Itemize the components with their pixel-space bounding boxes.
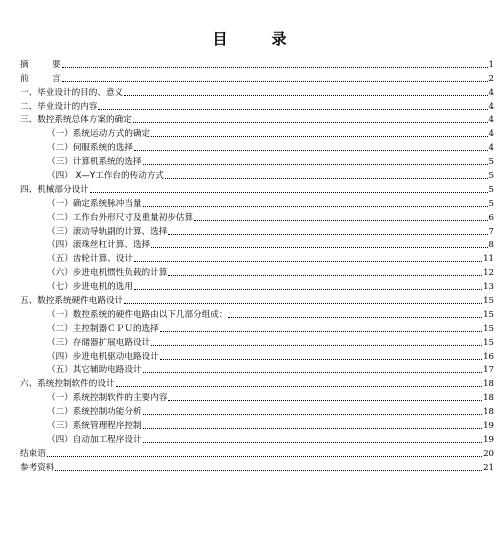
toc-entry-page-number: 2 — [488, 73, 494, 84]
toc-entry[interactable] — [20, 195, 494, 209]
dot-leader — [165, 178, 488, 179]
toc-entry-label: （四）步进电机驱动电路设计 — [47, 351, 159, 362]
toc-entry[interactable] — [20, 334, 494, 348]
dot-leader — [143, 442, 483, 443]
toc-entry-page-number: 5 — [488, 171, 494, 182]
toc-entry[interactable] — [20, 445, 494, 459]
toc-entry[interactable] — [20, 250, 494, 264]
toc-entry-page-number: 6 — [488, 212, 494, 223]
toc-entry[interactable] — [20, 348, 494, 362]
toc-entry[interactable] — [20, 375, 494, 389]
dot-leader — [168, 275, 482, 276]
toc-entry-label: （四） X—Y工作台的传动方式 — [47, 171, 164, 182]
toc-entry[interactable] — [20, 181, 494, 195]
toc-entry[interactable] — [20, 209, 494, 223]
toc-entry-page-number: 13 — [483, 282, 494, 293]
toc-entry-page-number: 15 — [483, 337, 494, 348]
toc-entry-page-number: 15 — [483, 296, 494, 307]
toc-entry-label-part: 言 — [52, 73, 61, 84]
dot-leader — [98, 109, 487, 110]
toc-entry[interactable] — [20, 362, 494, 376]
toc-entry-page-number: 17 — [483, 365, 494, 376]
dot-leader — [168, 234, 487, 235]
toc-entry-label: （七）步进电机的选用 — [47, 282, 133, 293]
toc-entry[interactable] — [20, 417, 494, 431]
dot-leader — [47, 456, 482, 457]
toc-entry-label: （五）齿轮计算、设计 — [47, 254, 133, 265]
toc-entry-page-number: 8 — [488, 240, 494, 251]
toc-entry[interactable] — [20, 306, 494, 320]
toc-entry-label: 参考资料 — [20, 462, 55, 473]
dot-leader — [160, 331, 482, 332]
toc-entry[interactable] — [20, 320, 494, 334]
toc-entry[interactable] — [20, 84, 494, 98]
toc-entry[interactable] — [20, 139, 494, 153]
toc-entry-label: （一）数控系统的硬件电路由以下几部分组成： — [47, 309, 228, 320]
title-char-2: 录 — [271, 30, 287, 48]
dot-leader — [160, 359, 482, 360]
toc-entry-page-number: 5 — [488, 184, 494, 195]
toc-entry-page-number: 12 — [483, 268, 494, 279]
toc-entry-label-part: 前 — [20, 73, 29, 84]
toc-entry-page-number: 19 — [483, 434, 494, 445]
toc-entry-page-number: 18 — [483, 407, 494, 418]
toc-entry-label: 一、毕业设计的目的、意义 — [20, 87, 124, 98]
toc-entry-label: 二、毕业设计的内容 — [20, 101, 98, 112]
toc-entry-label: 六、系统控制软件的设计 — [20, 379, 115, 390]
toc-entry[interactable] — [20, 459, 494, 473]
toc-entry-page-number: 16 — [483, 351, 494, 362]
toc-entry[interactable] — [20, 167, 494, 181]
toc-entry-page-number: 4 — [488, 129, 494, 140]
dot-leader — [124, 95, 487, 96]
dot-leader — [124, 303, 482, 304]
dot-leader — [62, 81, 488, 82]
dot-leader — [143, 414, 483, 415]
toc-entry-page-number: 7 — [488, 226, 494, 237]
toc-entry-label: （一）系统控制软件的主要内容 — [47, 393, 168, 404]
toc-entry-page-number: 18 — [483, 393, 494, 404]
toc-entry[interactable] — [20, 223, 494, 237]
dot-leader — [194, 220, 487, 221]
table-of-contents — [20, 56, 494, 473]
toc-entry-label: （一）确定系统脉冲当量 — [47, 198, 142, 209]
toc-entry-page-number: 15 — [483, 309, 494, 320]
toc-entry[interactable] — [20, 70, 494, 84]
toc-entry-label-part: 要 — [52, 59, 61, 70]
toc-entry-page-number: 19 — [483, 421, 494, 432]
dot-leader — [151, 136, 487, 137]
dot-leader — [151, 247, 487, 248]
toc-entry-label: （六）步进电机惯性负载的计算 — [47, 268, 168, 279]
toc-entry[interactable] — [20, 56, 494, 70]
toc-entry-page-number: 5 — [488, 157, 494, 168]
toc-entry-page-number: 18 — [483, 379, 494, 390]
toc-entry-label: （二）工作台外形尺寸及重量初步估算 — [47, 212, 194, 223]
toc-entry-label: 结束语 — [20, 448, 46, 459]
toc-entry-label: （三）存储器扩展电路设计 — [47, 337, 151, 348]
toc-entry-page-number: 1 — [488, 59, 494, 70]
toc-entry[interactable] — [20, 153, 494, 167]
toc-entry[interactable] — [20, 237, 494, 251]
toc-entry-label: （三）计算机系统的选择 — [47, 157, 142, 168]
title-char-1: 目 — [212, 30, 228, 48]
dot-leader — [116, 386, 483, 387]
toc-entry[interactable] — [20, 403, 494, 417]
dot-leader — [55, 470, 482, 471]
dot-leader — [134, 261, 482, 262]
toc-entry-label — [20, 60, 61, 70]
toc-entry-label: （三）滚动导轨副的计算、选择 — [47, 226, 168, 237]
toc-entry-page-number: 21 — [483, 462, 494, 473]
dot-leader — [228, 317, 482, 318]
toc-entry-label: （四）自动加工程序设计 — [47, 434, 142, 445]
toc-entry-page-number: 20 — [483, 448, 494, 459]
page-title — [0, 28, 499, 49]
toc-entry-label: （四）滚珠丝杠计算、选择 — [47, 240, 151, 251]
dot-leader — [62, 67, 488, 68]
toc-entry-label: （二）系统控制功能分析 — [47, 407, 142, 418]
dot-leader — [90, 192, 488, 193]
toc-entry-page-number: 11 — [483, 254, 494, 265]
toc-entry-page-number: 4 — [488, 143, 494, 154]
toc-entry[interactable] — [20, 431, 494, 445]
toc-entry[interactable] — [20, 278, 494, 292]
toc-entry[interactable] — [20, 264, 494, 278]
toc-entry-label: （一）系统运动方式的确定 — [47, 129, 151, 140]
toc-entry[interactable] — [20, 98, 494, 112]
toc-entry-label — [20, 74, 61, 84]
toc-entry-page-number: 15 — [483, 323, 494, 334]
dot-leader — [151, 345, 482, 346]
toc-entry-page-number: 4 — [488, 101, 494, 112]
toc-entry[interactable] — [20, 125, 494, 139]
toc-entry-label: 五、数控系统硬件电路设计 — [20, 296, 124, 307]
dot-leader — [134, 150, 488, 151]
toc-entry[interactable] — [20, 112, 494, 126]
toc-entry-label: （三）系统管理程序控制 — [47, 421, 142, 432]
toc-entry-label: 三、数控系统总体方案的确定 — [20, 115, 132, 126]
dot-leader — [134, 289, 482, 290]
toc-entry-label: （五）其它辅助电路设计 — [47, 365, 142, 376]
toc-entry[interactable] — [20, 389, 494, 403]
dot-leader — [143, 372, 483, 373]
toc-entry-label: （二）伺服系统的选择 — [47, 143, 133, 154]
toc-entry[interactable] — [20, 292, 494, 306]
dot-leader — [133, 122, 488, 123]
toc-entry-page-number: 4 — [488, 115, 494, 126]
toc-entry-label-part: 摘 — [20, 59, 29, 70]
toc-entry-page-number: 4 — [488, 87, 494, 98]
dot-leader — [143, 428, 483, 429]
dot-leader — [143, 164, 488, 165]
toc-entry-label: 四、机械部分设计 — [20, 184, 89, 195]
toc-entry-label: （二）主控制器ＣＰＵ的选择 — [47, 323, 159, 334]
toc-entry-page-number: 5 — [488, 198, 494, 209]
dot-leader — [168, 400, 482, 401]
dot-leader — [143, 206, 488, 207]
